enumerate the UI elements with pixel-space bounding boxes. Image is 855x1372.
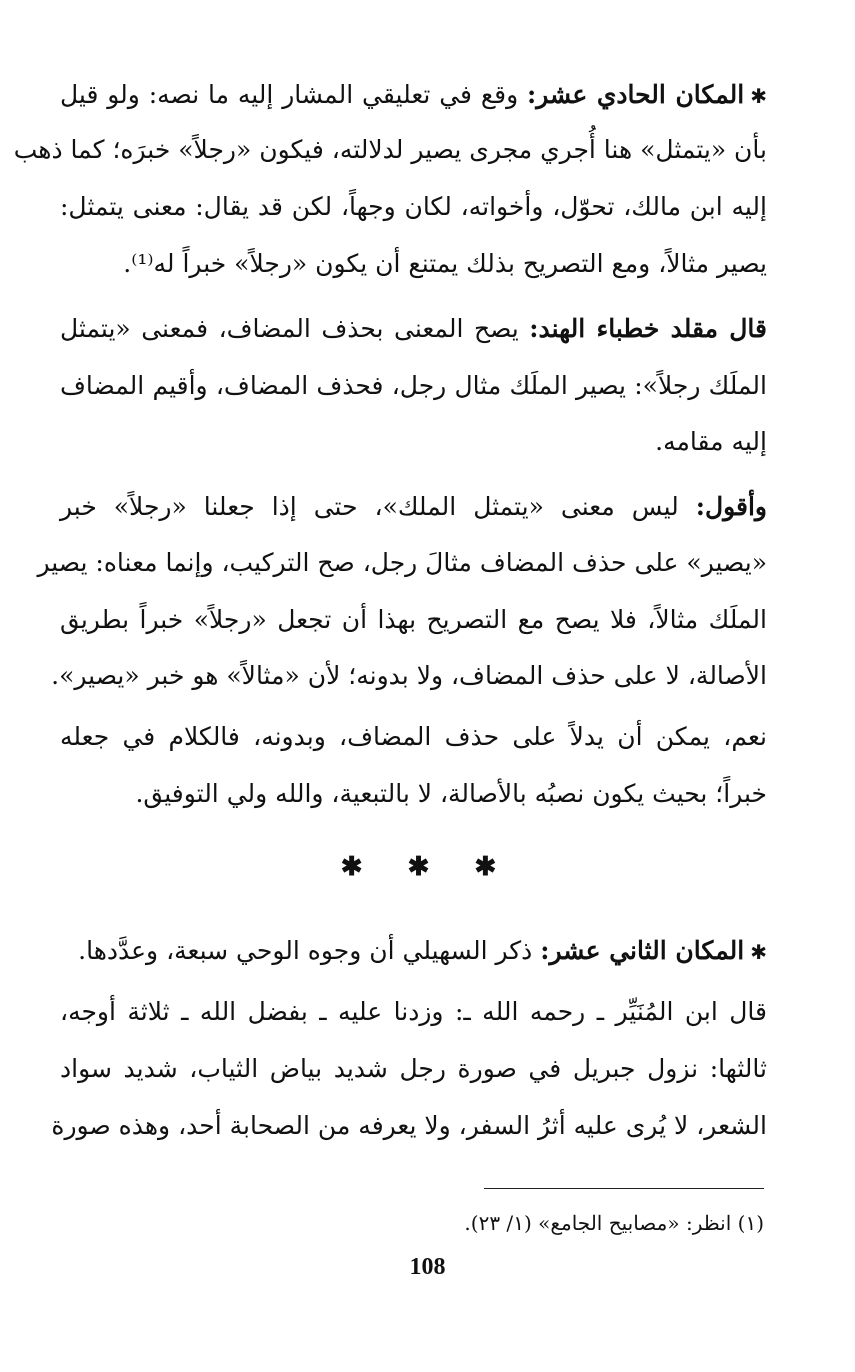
p1-line-3: إليه ابن مالك، تحوّل، وأخواته، لكان وجهاً، لكن قد يقال: معنى يتمثل: [60, 192, 767, 221]
p2-line-1 [60, 310, 767, 348]
p6-line-1: قال ابن المُنَيِّر ـ رحمه الله ـ: وزدنا عليه ـ بفضل الله ـ ثلاثة أوجه، [60, 997, 767, 1026]
page-number: 108 [409, 1254, 446, 1280]
p5-text-1: ذكر السهيلي أن وجوه الوحي سبعة، وعدَّدها. [78, 936, 541, 965]
p2-line-2: الملَك رجلاً»: يصير الملَك مثال رجل، فحذف المضاف، وأقيم المضاف [60, 371, 767, 400]
p1-text-1: وقع في تعليقي المشار إليه ما نصه: ولو قيل [60, 80, 527, 109]
bullet-icon: ✱ [750, 940, 767, 964]
p3-line-3: الملَك مثالاً، فلا يصح مع التصريح بهذا أن تجعل «رجلاً» خبراً بطريق [60, 605, 767, 634]
footnote [60, 1208, 764, 1238]
section-separator: ✱ ✱ ✱ [340, 852, 515, 882]
p1-lead: المكان الحادي عشر: [527, 80, 745, 109]
p4-line-1: نعم، يمكن أن يدلاً على حذف المضاف، وبدونه، فالكلام في جعله [60, 722, 767, 751]
p2-text-1: يصح المعنى بحذف المضاف، فمعنى «يتمثل [60, 314, 530, 343]
p4-line-2: خبراً؛ بحيث يكون نصبُه بالأصالة، لا بالتبعية، والله ولي التوفيق. [135, 779, 767, 808]
p3-line-1 [60, 488, 767, 526]
p6-line-3: الشعر، لا يُرى عليه أثرُ السفر، ولا يعرفه من الصحابة أحد، وهذه صورة [51, 1111, 767, 1140]
p3-lead: وأقول: [695, 492, 767, 521]
p6-line-2: ثالثها: نزول جبريل في صورة رجل شديد بياض الثياب، شديد سواد [60, 1054, 767, 1083]
p3-text-1: ليس معنى «يتمثل الملك»، حتى إذا جعلنا «رجلاً» خبر [60, 492, 696, 521]
p5-line-1 [60, 932, 767, 970]
p2-lead: قال مقلد خطباء الهند: [529, 314, 768, 343]
p3-line-4: الأصالة، لا على حذف المضاف، ولا بدونه؛ لأن «مثالاً» هو خبر «يصير». [51, 661, 767, 690]
bullet-icon: ✱ [750, 84, 768, 108]
p3-line-2: «يصير» على حذف المضاف مثالَ رجل، صح التركيب، وإنما معناه: يصير [37, 548, 767, 577]
p1-line-2: بأن «يتمثل» هنا أُجري مجرى يصير لدلالته، فيكون «رجلاً» خبرَه؛ كما ذهب [13, 135, 767, 164]
p1-line-1 [60, 76, 767, 114]
footnote-divider [484, 1188, 764, 1189]
p5-lead: المكان الثاني عشر: [540, 936, 745, 965]
p2-line-3: إليه مقامه. [655, 427, 767, 456]
p1-line-4: يصير مثالاً، ومع التصريح بذلك يمتنع أن يكون «رجلاً» خبراً له⁽¹⁾. [123, 249, 767, 278]
footnote-text: انظر: «مصابيح الجامع» (١/ ٢٣). [464, 1211, 732, 1235]
footnote-marker: (١) [737, 1211, 764, 1235]
